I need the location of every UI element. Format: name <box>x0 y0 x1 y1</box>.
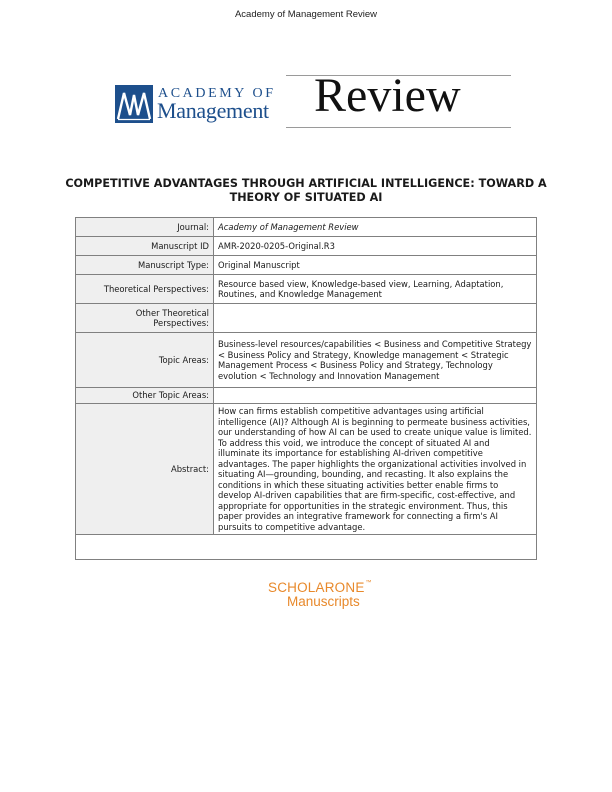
table-row <box>76 218 537 237</box>
other-topic-areas-label: Other Topic Areas: <box>76 388 214 404</box>
theoretical-perspectives-label: Theoretical Perspectives: <box>76 275 214 304</box>
aom-logo-mark-icon <box>115 85 153 123</box>
logo-management: Management <box>157 98 269 123</box>
manuscript-metadata-table <box>75 217 537 560</box>
manuscript-id-value: AMR-2020-0205-Original.R3 <box>214 237 537 256</box>
other-theoretical-perspectives-value <box>214 304 537 333</box>
other-theoretical-perspectives-label: Other Theoretical Perspectives: <box>76 304 214 333</box>
manuscript-type-value: Original Manuscript <box>214 256 537 275</box>
theoretical-perspectives-value: Resource based view, Knowledge-based view, Learning, Adaptation, Routines, and Knowledge Management <box>214 275 537 304</box>
scholarone-logo <box>268 580 388 609</box>
table-row <box>76 404 537 535</box>
table-row <box>76 535 537 560</box>
table-row <box>76 237 537 256</box>
abstract-label: Abstract: <box>76 404 214 535</box>
table-row <box>76 388 537 404</box>
logo-academy-of: ACADEMY OF <box>158 86 276 101</box>
table-row <box>76 256 537 275</box>
topic-areas-label: Topic Areas: <box>76 333 214 388</box>
table-row <box>76 275 537 304</box>
abstract-value: How can firms establish competitive advantages using artificial intelligence (AI)? Although AI is beginning to permeate business activities, our understanding of how AI can be used to create unique value is limited. To address this void, we introduce the concept of situated AI and illuminate its importance for establishing AI-driven competitive advantages. The paper highlights the organizational activities involved in situating AI—grounding, bounding, and recasting. It also explains the conditions in which these situating activities better enable firms to develop AI-driven capabilities that are firm-specific, cost-effective, and appropriate for opportunities in the strategic environment. Thus, this paper provides an integrative framework for connecting a firm's AI pursuits to competitive advantage. <box>214 404 537 535</box>
running-head: Academy of Management Review <box>234 9 378 20</box>
other-topic-areas-value <box>214 388 537 404</box>
blank-row-cell <box>76 535 537 560</box>
trademark-symbol: ™ <box>365 580 372 586</box>
review-bottom-rule <box>286 127 511 128</box>
topic-areas-value: Business-level resources/capabilities < Business and Competitive Strategy < Business Policy and Strategy, Knowledge management < Strategic Management Process < Business Policy and Strategy, Technology evolution < Technology and Innovation Management <box>214 333 537 388</box>
journal-label: Journal: <box>76 218 214 237</box>
review-wordmark: Review <box>314 69 461 122</box>
manuscript-type-label: Manuscript Type: <box>76 256 214 275</box>
manuscripts-wordmark: Manuscripts <box>287 594 360 609</box>
table-row <box>76 333 537 388</box>
scholarone-wordmark: SCHOLARONE <box>268 580 365 595</box>
table-row <box>76 304 537 333</box>
journal-value: Academy of Management Review <box>214 218 537 237</box>
manuscript-title: COMPETITIVE ADVANTAGES THROUGH ARTIFICIAL INTELLIGENCE: TOWARD A THEORY OF SITUATED AI <box>65 177 547 204</box>
academy-of-management-logo <box>115 85 275 125</box>
manuscript-id-label: Manuscript ID <box>76 237 214 256</box>
